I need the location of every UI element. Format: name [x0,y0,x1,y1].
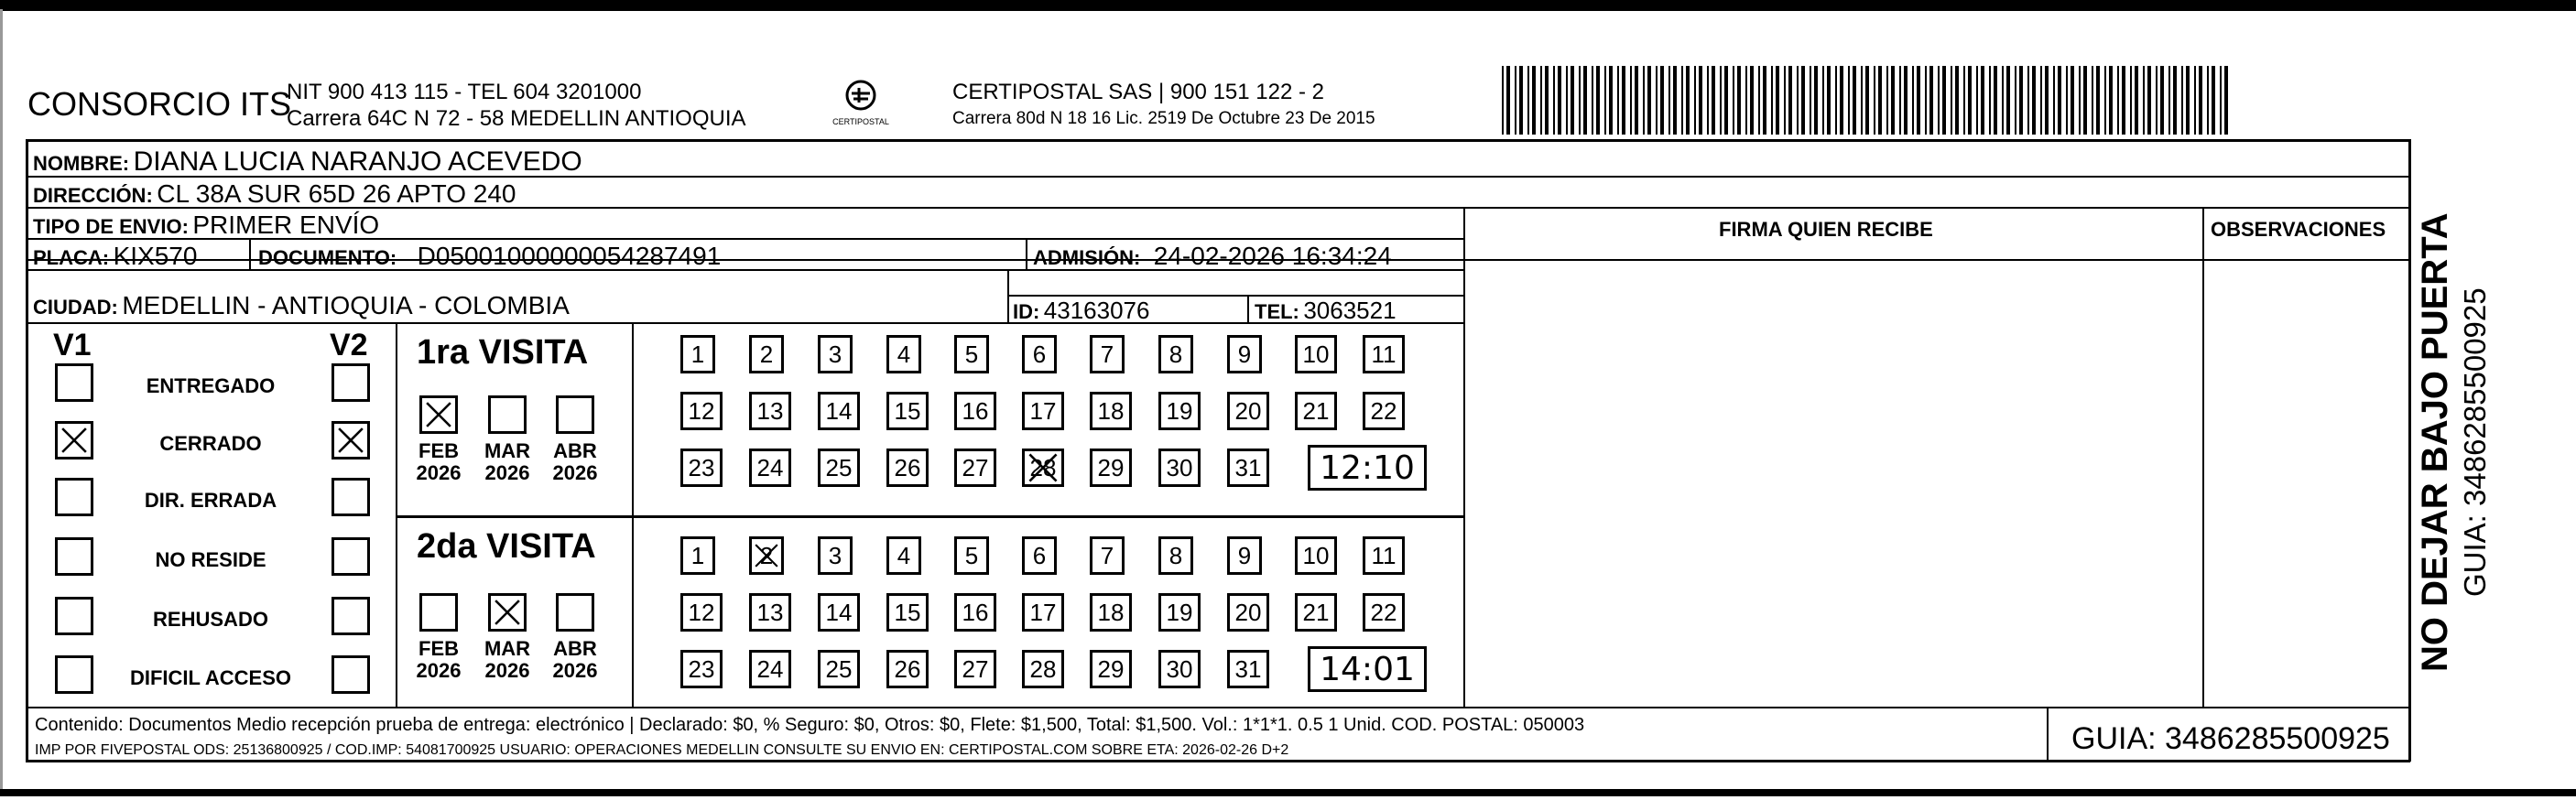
status-label: DIFICIL ACCESO [129,666,291,689]
doc-adm-divider [1026,238,1027,269]
tel-label: TEL: [1255,300,1299,323]
v1-checkbox[interactable] [55,655,93,694]
form-right-line [2408,139,2411,762]
row-line-5 [26,322,1463,324]
v1-checkbox[interactable] [55,597,93,635]
id-row [1013,298,1149,322]
city-value: MEDELLIN - ANTIOQUIA - COLOMBIA [122,291,570,319]
side-warning: NO DEJAR BAJO PUERTA [2415,212,2455,672]
status-label: CERRADO [159,432,262,455]
footer-content: Contenido: Documentos Medio recepción prueba de entrega: electrónico | Declarado: $0, % Seguro: $0, Otros: $0, Flete: $1,500, Total: $1,500. Vol.: 1*1*1. 0.5 1 Unid. COD. POSTAL: 050003 [35,715,1585,735]
v2-checkbox[interactable] [332,537,370,576]
day-box[interactable]: 12 [680,392,723,430]
day-box[interactable]: 1 [680,335,715,373]
day-box[interactable]: 6 [1022,335,1057,373]
day-box[interactable]: 30 [1158,650,1201,688]
month-year: 2026 [552,461,598,484]
month-label: ABR [553,439,597,462]
month-year: 2026 [484,659,530,682]
v2-checkbox[interactable] [332,421,370,459]
recipient-address: CL 38A SUR 65D 26 APTO 240 [157,179,516,208]
v1-checkbox[interactable] [55,537,93,576]
month-label: FEB [418,637,459,660]
document-value: D05001000000054287491 [417,242,722,270]
month-year: 2026 [416,659,462,682]
status-label: ENTREGADO [146,374,276,397]
company-nit: NIT 900 413 115 - TEL 604 3201000 [287,80,642,104]
day-box[interactable]: 20 [1227,593,1269,632]
footer-line [26,707,2410,708]
carrier-license: Carrera 80d N 18 16 Lic. 2519 De Octubre 23 De 2015 [952,109,1375,128]
certipostal-logo [831,77,890,128]
day-box[interactable]: 21 [1295,593,1337,632]
plate-doc-divider [249,238,251,269]
city-label: CIUDAD: [33,296,118,319]
day-box[interactable]: 29 [1090,650,1132,688]
day-box[interactable]: 6 [1022,536,1057,575]
day-box[interactable]: 4 [886,536,921,575]
day-box[interactable]: 19 [1158,392,1201,430]
signature-header: FIRMA QUIEN RECIBE [1719,218,1933,241]
id-tel-divider [1247,295,1249,322]
day-box[interactable]: 26 [886,650,929,688]
day-box[interactable]: 16 [954,392,996,430]
send-type-row [33,212,379,238]
address-row [33,181,516,207]
day-box[interactable]: 19 [1158,593,1201,632]
admission-value: 24-02-2026 16:34:24 [1153,242,1392,270]
document-label: DOCUMENTO: [258,246,397,269]
admission-label: ADMISIÓN: [1033,246,1141,269]
company-address: Carrera 64C N 72 - 58 MEDELLIN ANTIOQUIA [287,106,746,131]
month-label: FEB [418,439,459,462]
left-edge [0,9,3,796]
svg-text:CERTIPOSTAL: CERTIPOSTAL [832,117,889,126]
time-box[interactable]: 12:10 [1308,445,1427,491]
city-row [33,293,570,319]
day-box[interactable]: 31 [1227,650,1269,688]
day-box[interactable]: 13 [749,593,791,632]
day-box[interactable]: 29 [1090,449,1132,487]
month-year: 2026 [484,461,530,484]
plate-label: PLACA: [33,246,110,269]
day-box[interactable]: 22 [1363,392,1405,430]
month-label: MAR [484,637,531,660]
day-box[interactable]: 14 [818,593,860,632]
sig-left-line [1463,207,1465,708]
name-label: NOMBRE: [33,152,130,175]
address-label: DIRECCIÓN: [33,184,153,207]
day-box[interactable]: 23 [680,650,723,688]
day-box[interactable]: 8 [1158,335,1193,373]
day-box[interactable]: 27 [954,650,996,688]
day-box[interactable]: 3 [818,536,853,575]
day-box[interactable]: 15 [886,593,929,632]
visit1-title: 1ra VISITA [417,333,589,372]
visit-separator [396,515,1463,518]
plate-value: KIX570 [113,242,198,270]
send-type-label: TIPO DE ENVIO: [33,215,189,238]
month-year: 2026 [416,461,462,484]
day-box[interactable]: 17 [1022,392,1064,430]
day-box[interactable]: 12 [680,593,723,632]
day-box[interactable]: 7 [1090,536,1125,575]
v1-label: V1 [53,328,92,362]
day-box[interactable]: 28 [1022,650,1064,688]
day-box[interactable]: 13 [749,392,791,430]
day-box[interactable]: 9 [1227,335,1262,373]
bottom-border [0,789,2576,796]
day-box[interactable]: 17 [1022,593,1064,632]
side-guia: GUIA: 3486285500925 [2458,287,2492,597]
day-box[interactable]: 5 [954,335,989,373]
day-box[interactable]: 3 [818,335,853,373]
id-value: 43163076 [1043,297,1150,324]
month-checkbox[interactable] [488,395,527,434]
day-box[interactable]: 21 [1295,392,1337,430]
recipient-name: DIANA LUCIA NARANJO ACEVEDO [133,146,582,177]
send-type: PRIMER ENVÍO [192,211,380,239]
day-box[interactable]: 11 [1363,536,1405,575]
day-box[interactable]: 20 [1227,392,1269,430]
month-checkbox[interactable] [419,593,458,632]
plate-row [33,243,197,269]
day-box[interactable]: 10 [1295,335,1337,373]
form-left-line [26,139,28,762]
day-box[interactable]: 30 [1158,449,1201,487]
status-label: REHUSADO [153,608,268,631]
day-box[interactable]: 18 [1090,392,1132,430]
status-label: NO RESIDE [155,548,266,571]
carrier-name: CERTIPOSTAL SAS | 900 151 122 - 2 [952,80,1324,104]
v1-checkbox[interactable] [55,421,93,459]
v2-checkbox[interactable] [332,478,370,516]
month-checkbox[interactable] [419,395,458,434]
month-checkbox[interactable] [556,593,594,632]
admission-row [1033,243,1392,269]
v2-checkbox[interactable] [332,655,370,694]
day-box[interactable]: 2 [749,536,784,575]
day-box[interactable]: 24 [749,650,791,688]
time-box[interactable]: 14:01 [1308,646,1427,692]
visit-divider [632,322,634,707]
day-box[interactable]: 25 [818,449,860,487]
status-label: DIR. ERRADA [144,489,277,512]
observations-header: OBSERVACIONES [2211,218,2386,241]
status-divider [396,322,397,707]
day-box[interactable]: 1 [680,536,715,575]
day-box[interactable]: 23 [680,449,723,487]
day-box[interactable]: 15 [886,392,929,430]
v1-checkbox[interactable] [55,478,93,516]
day-box[interactable]: 28 [1022,449,1064,487]
month-year: 2026 [552,659,598,682]
day-box[interactable]: 4 [886,335,921,373]
day-box[interactable]: 5 [954,536,989,575]
v1-checkbox[interactable] [55,363,93,402]
barcode [1502,66,2234,135]
day-box[interactable]: 16 [954,593,996,632]
guia-divider [2047,707,2049,762]
day-box[interactable]: 27 [954,449,996,487]
v2-checkbox[interactable] [332,363,370,402]
day-box[interactable]: 11 [1363,335,1405,373]
month-label: ABR [553,637,597,660]
day-box[interactable]: 2 [749,335,784,373]
day-box[interactable]: 24 [749,449,791,487]
v2-label: V2 [330,328,368,362]
day-box[interactable]: 8 [1158,536,1193,575]
footer-imp: IMP POR FIVEPOSTAL ODS: 25136800925 / COD.IMP: 54081700925 USUARIO: OPERACIONES MEDELLIN CONSULTE SU ENVIO EN: CERTIPOSTAL.COM SOBRE ETA: 2026-02-26 D+2 [35,742,1289,758]
id-label: ID: [1013,300,1040,323]
document-row [258,243,721,269]
obs-left-line [2202,207,2204,708]
day-box[interactable]: 25 [818,650,860,688]
tel-value: 3063521 [1303,297,1397,324]
form-top-line [26,139,2410,142]
day-box[interactable]: 9 [1227,536,1262,575]
tel-row [1255,298,1397,322]
day-box[interactable]: 26 [886,449,929,487]
footer-guia: GUIA: 3486285500925 [2071,721,2390,756]
month-label: MAR [484,439,531,462]
company-name: CONSORCIO ITS [27,85,292,123]
day-box[interactable]: 7 [1090,335,1125,373]
day-box[interactable]: 22 [1363,593,1405,632]
month-checkbox[interactable] [556,395,594,434]
day-box[interactable]: 10 [1295,536,1337,575]
month-checkbox[interactable] [488,593,527,632]
day-box[interactable]: 31 [1227,449,1269,487]
day-box[interactable]: 18 [1090,593,1132,632]
name-row [33,148,582,176]
form-bottom-line [26,760,2410,762]
top-border [0,0,2576,11]
v2-checkbox[interactable] [332,597,370,635]
visit2-title: 2da VISITA [417,527,596,566]
day-box[interactable]: 14 [818,392,860,430]
